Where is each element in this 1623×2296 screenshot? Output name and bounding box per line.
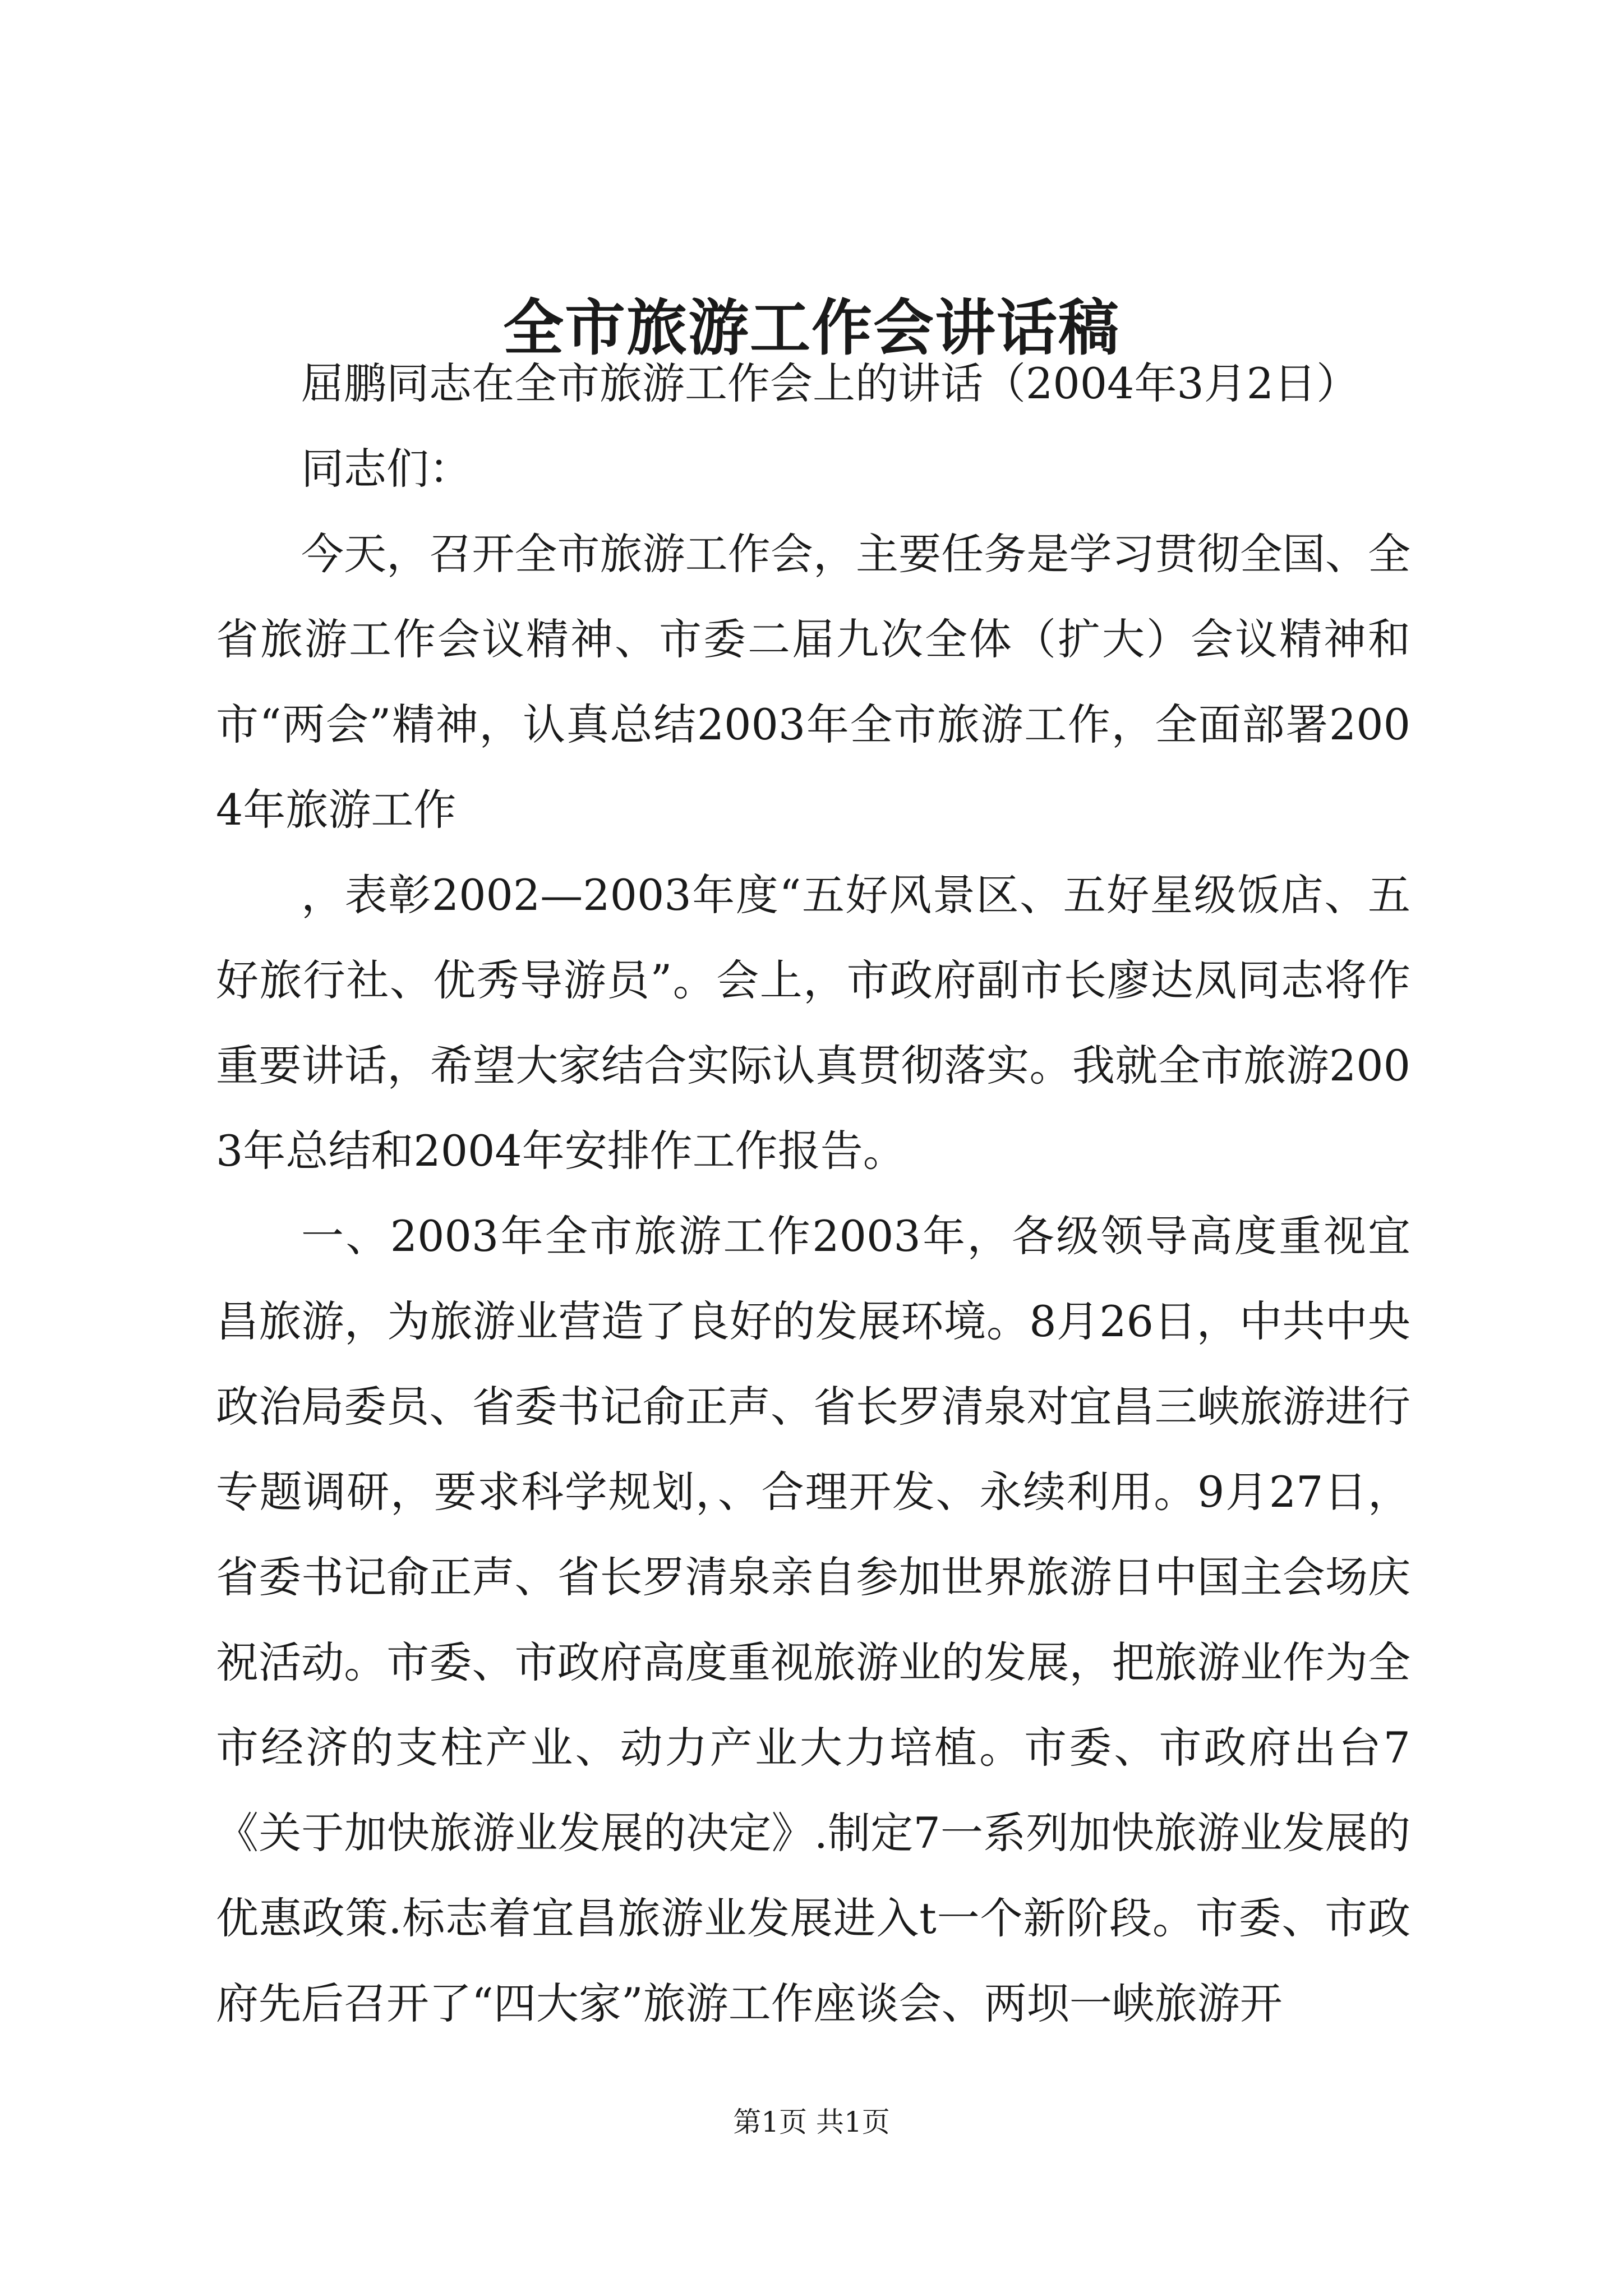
paragraph-intro: 今天，召开全市旅游工作会，主要任务是学习贯彻全国、全省旅游工作会议精神、市委二届九次全体（扩大）会议精神和市“两会”精神，认真总结2003年全市旅游工作，全面部署2004年旅游工作 xyxy=(216,529,1410,835)
paragraph-speaker-info: 屈鹏同志在全市旅游工作会上的讲话（2004年3月2日） xyxy=(301,358,1359,408)
page-number-footer: 第1页 共1页 xyxy=(733,2106,890,2138)
paragraph-commendation: ，表彰2002—2003年度“五好风景区、五好星级饭店、五好旅行社、优秀导游员”。会上，市政府副市长廖达凤同志将作重要讲话，希望大家结合实际认真贯彻落实。我就全市旅游2003年总结和2004年安排作工作报告。 xyxy=(216,870,1410,1176)
paragraph-section-one: 一、2003年全市旅游工作2003年，各级领导高度重视宜昌旅游，为旅游业营造了良好的发展环境。8月26日，中共中央政治局委员、省委书记俞正声、省长罗清泉对宜昌三峡旅游进行专题调研，要求科学规划，、合理开发、永续利用。9月27日，省委书记俞正声、省长罗清泉亲自参加世界旅游日中国主会场庆祝活动。市委、市政府高度重视旅游业的发展，把旅游业作为全市经济的支柱产业、动力产业大力培植。市委、市政府出台7《关于加快旅游业发展的决定》.制定7一系列加快旅游业发展的优惠政策.标志着宜昌旅游业发展进入t一个新阶段。市委、市政府先后召开了“四大家”旅游工作座谈会、两坝一峡旅游开 xyxy=(216,1211,1410,2028)
document-body xyxy=(216,341,1410,2046)
document-title: 全市旅游工作会讲话稿 xyxy=(502,293,1120,364)
paragraph-salutation: 同志们： xyxy=(301,444,472,494)
